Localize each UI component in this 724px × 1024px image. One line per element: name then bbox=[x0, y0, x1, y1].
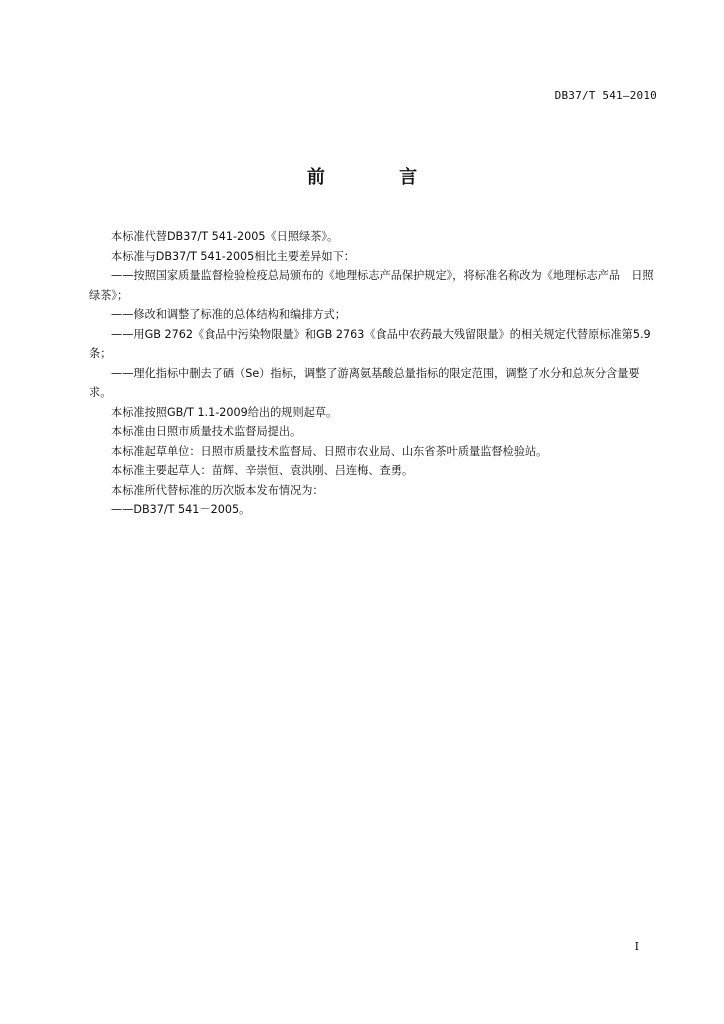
paragraph-rename: ——按照国家质量监督检验检疫总局颁布的《地理标志产品保护规定》，将标准名称改为《地理标志产品 日照绿茶》； bbox=[89, 269, 654, 302]
preface-content bbox=[89, 227, 659, 520]
paragraph-differences: 本标准与DB37/T 541-2005相比主要差异如下： bbox=[111, 249, 355, 263]
paragraph-gb-standards: ——用GB 2762《食品中污染物限量》和GB 2763《食品中农药最大残留限量》的相关规定代替原标准第5.9条； bbox=[89, 327, 651, 360]
paragraph-history: 本标准所代替标准的历次版本发布情况为： bbox=[111, 483, 324, 497]
paragraph-structure: ——修改和调整了标准的总体结构和编排方式； bbox=[111, 308, 346, 321]
paragraph-drafters: 本标准主要起草人：苗辉、辛崇恒、袁洪刚、吕连梅、查勇。 bbox=[111, 464, 414, 477]
page-title: 前 言 bbox=[306, 167, 452, 188]
paragraph-previous-version: ——DB37/T 541－2005。 bbox=[111, 503, 251, 516]
paragraph-physicochemical: ——理化指标中删去了硒（Se）指标，调整了游离氨基酸总量指标的限定范围，调整了水分和总灰分含量要求。 bbox=[89, 366, 640, 399]
paragraph-drafting-rules: 本标准按照GB/T 1.1-2009给出的规则起草。 bbox=[111, 405, 338, 419]
paragraph-proposer: 本标准由日照市质量技术监督局提出。 bbox=[111, 425, 302, 438]
page-number: I bbox=[634, 940, 639, 953]
paragraph-drafting-units: 本标准起草单位：日照市质量技术监督局、日照市农业局、山东省茶叶质量监督检验站。 bbox=[111, 444, 548, 458]
paragraph-replaces: 本标准代替DB37/T 541-2005《日照绿茶》。 bbox=[111, 230, 339, 243]
standard-code-header: DB37/T 541—2010 bbox=[554, 89, 657, 102]
